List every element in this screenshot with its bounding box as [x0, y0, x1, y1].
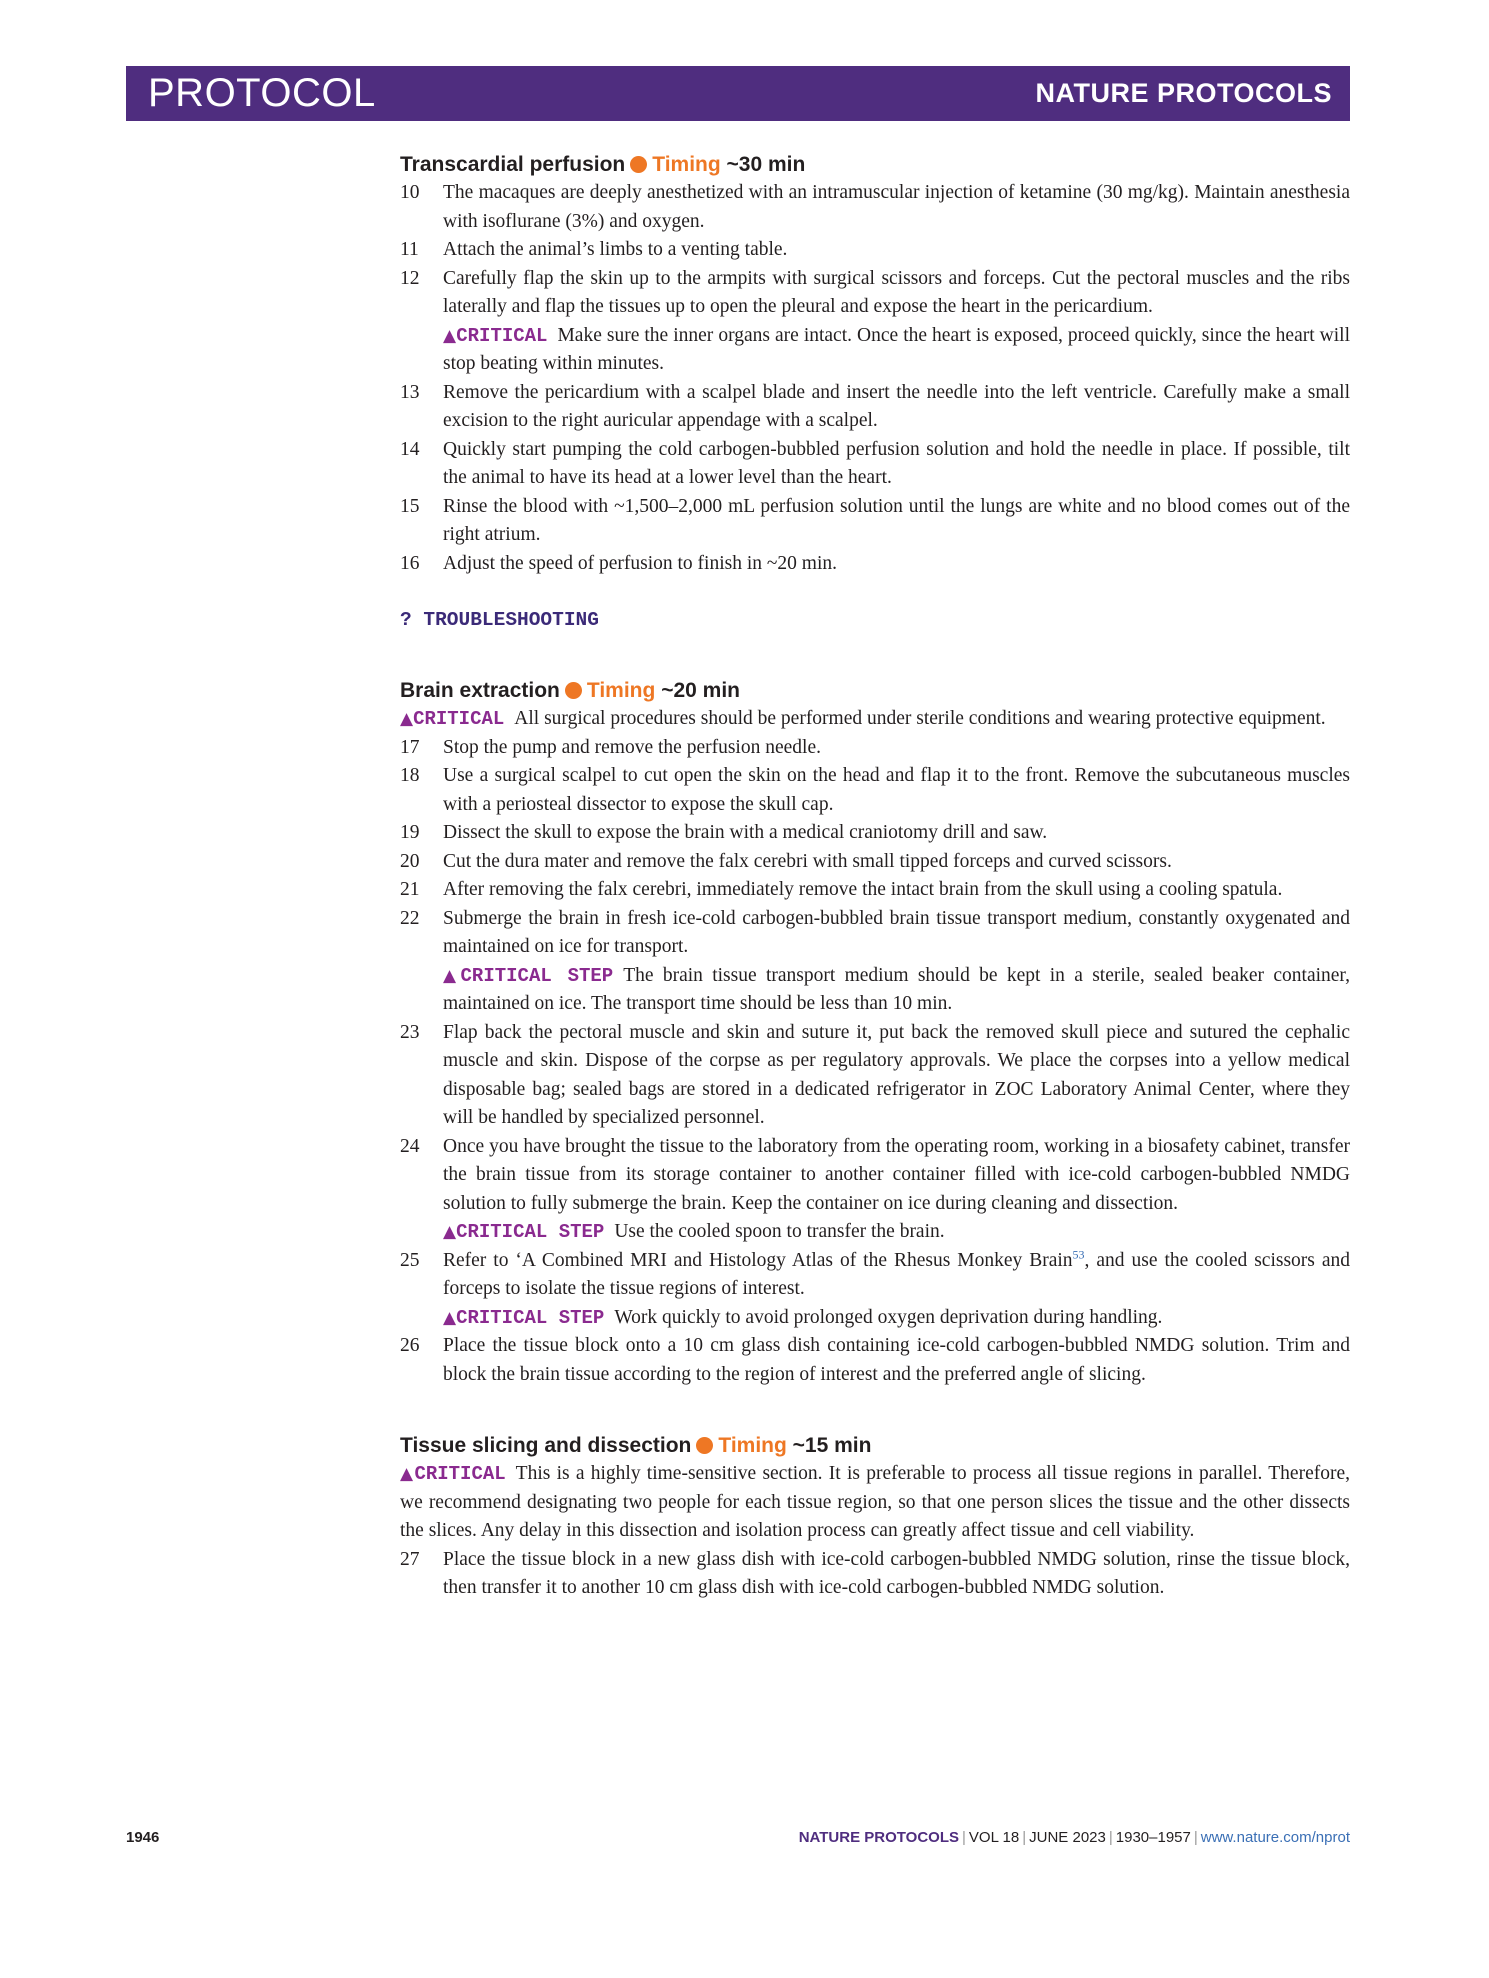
step-number: 14	[400, 438, 420, 460]
step-13	[400, 379, 1350, 436]
warning-triangle-icon: ▲	[443, 1222, 457, 1242]
step-14	[400, 436, 1350, 493]
critical-step-badge	[443, 1221, 604, 1243]
step-text: Once you have brought the tissue to the laboratory from the operating room, working in a biosafety cabinet, transfer the brain tissue from its storage container to another container filled with ice-cold carbogen-bubbled NMDG solution to fully submerge the brain. Keep the container on ice during cleaning and dissection.	[443, 1135, 1350, 1214]
step-17	[400, 734, 1350, 763]
step-27	[400, 1546, 1350, 1603]
step-text: Quickly start pumping the cold carbogen-bubbled perfusion solution and hold the needle in place. If possible, tilt the animal to have its head at a lower level than the heart.	[443, 438, 1350, 488]
step-number: 20	[400, 850, 420, 872]
step-text: The macaques are deeply anesthetized with an intramuscular injection of ketamine (30 mg/kg). Maintain anesthesia with isoflurane (3%) and oxygen.	[443, 182, 1350, 232]
step-number: 13	[400, 381, 420, 403]
step-21	[400, 876, 1350, 905]
section-heading-slicing	[400, 1431, 1350, 1460]
step-text: Remove the pericardium with a scalpel blade and insert the needle into the left ventricle. Carefully make a small excision to the right auricular appendage with a scalpel.	[443, 381, 1350, 431]
article-type-label: PROTOCOL	[148, 71, 376, 115]
timing-value: ~15 min	[792, 1434, 872, 1457]
section-title: Transcardial perfusion	[400, 153, 626, 176]
step-text: Place the tissue block in a new glass dish with ice-cold carbogen-bubbled NMDG solution, rinse the tissue block, then transfer it to another 10 cm glass dish with ice-cold carbogen-bubbled NMDG solution.	[443, 1548, 1350, 1598]
step-text-continued: , and use the cooled scissors and forceps to isolate the tissue regions of interest.	[443, 1249, 1350, 1299]
header-banner	[126, 66, 1350, 121]
step-text: Refer to ‘A Combined MRI and Histology Atlas of the Rhesus Monkey Brain	[443, 1249, 1073, 1271]
step-number: 11	[400, 239, 419, 260]
step-24	[400, 1133, 1350, 1247]
step-20	[400, 848, 1350, 877]
step-number: 22	[400, 907, 420, 929]
step-text: After removing the falx cerebri, immediately remove the intact brain from the skull using a cooling spatula.	[443, 879, 1283, 900]
step-text: Submerge the brain in fresh ice-cold carbogen-bubbled brain tissue transport medium, constantly oxygenated and maintained on ice for transport.	[443, 907, 1350, 957]
step-number: 27	[400, 1548, 420, 1570]
step-number: 16	[400, 552, 420, 574]
critical-step-badge	[443, 1307, 604, 1329]
page-range: 1930–1957	[1115, 1829, 1191, 1846]
step-text: Carefully flap the skin up to the armpits with surgical scissors and forceps. Cut the pectoral muscles and the ribs laterally and flap the tissues up to open the pleural and expose the heart in the pericardium.	[443, 267, 1350, 317]
critical-step-label: CRITICAL STEP	[456, 1221, 605, 1243]
step-number: 19	[400, 822, 420, 843]
step-23	[400, 1019, 1350, 1133]
critical-label: CRITICAL	[413, 708, 505, 730]
step-number: 26	[400, 1335, 420, 1356]
section-critical-note	[400, 705, 1350, 734]
warning-triangle-icon: ▲	[400, 1464, 415, 1484]
step-text: Attach the animal’s limbs to a venting table.	[443, 239, 788, 260]
step-text: Flap back the pectoral muscle and skin and suture it, put back the removed skull piece and sutured the cephalic muscle and skin. Dispose of the corpse as per regulatory approvals. We place the corpses into a yellow medical disposable bag; sealed bags are stored in a dedicated refrigerator in ZOC Laboratory Animal Center, where they will be handled by specialized personnel.	[443, 1021, 1350, 1128]
critical-step-note	[443, 962, 1350, 1019]
reference-link[interactable]: 53	[1072, 1247, 1085, 1261]
timing-value: ~30 min	[726, 153, 806, 176]
step-text: Stop the pump and remove the perfusion needle.	[443, 736, 821, 758]
step-10	[400, 179, 1350, 236]
timing-dot-icon	[696, 1437, 713, 1454]
step-11	[400, 236, 1350, 265]
timing-dot-icon	[630, 156, 647, 173]
step-18	[400, 762, 1350, 819]
step-number: 25	[400, 1249, 420, 1271]
step-26	[400, 1332, 1350, 1389]
critical-text: All surgical procedures should be performed under sterile conditions and wearing protective equipment.	[514, 708, 1326, 729]
issue-date: JUNE 2023	[1029, 1829, 1106, 1846]
volume: VOL 18	[968, 1829, 1020, 1846]
section-title: Brain extraction	[400, 679, 560, 702]
critical-step-note	[443, 1304, 1350, 1333]
timing-label: Timing	[652, 153, 721, 176]
step-22	[400, 905, 1350, 1019]
warning-triangle-icon: ▲	[443, 965, 461, 986]
step-12	[400, 265, 1350, 379]
step-number: 12	[400, 267, 420, 289]
page-number: 1946	[126, 1829, 160, 1846]
timing-dot-icon	[565, 682, 582, 699]
critical-label: CRITICAL	[456, 324, 548, 347]
section-critical-note	[400, 1460, 1350, 1546]
critical-step-note	[443, 1218, 1350, 1247]
step-number: 23	[400, 1021, 420, 1043]
step-text: Rinse the blood with ~1,500–2,000 mL perfusion solution until the lungs are white and no blood comes out of the right atrium.	[443, 495, 1350, 545]
step-text: Adjust the speed of perfusion to finish in ~20 min.	[443, 552, 838, 574]
critical-badge	[443, 325, 547, 347]
critical-step-label: CRITICAL STEP	[460, 964, 614, 987]
article-body	[400, 150, 1350, 1603]
critical-badge	[400, 708, 504, 730]
critical-text: This is a highly time-sensitive section. It is preferable to process all tissue regions in parallel. Therefore, we recommend designating two people for each tissue region, so that one person slices the tissue and the other dissects the slices. Any delay in this dissection and isolation process can greatly affect tissue and cell viability.	[400, 1463, 1351, 1541]
critical-text: Use the cooled spoon to transfer the brain.	[614, 1221, 945, 1242]
critical-badge	[400, 1463, 506, 1485]
step-number: 17	[400, 736, 420, 758]
step-text: Use a surgical scalpel to cut open the skin on the head and flap it to the front. Remove the subcutaneous muscles with a periosteal dissector to expose the skull cap.	[443, 765, 1350, 815]
step-15	[400, 493, 1350, 550]
critical-step-badge	[443, 965, 613, 987]
critical-text: Work quickly to avoid prolonged oxygen deprivation during handling.	[614, 1306, 1163, 1328]
step-text: Place the tissue block onto a 10 cm glass dish containing ice-cold carbogen-bubbled NMDG solution. Trim and block the brain tissue according to the region of interest and the preferred angle of slicing.	[443, 1335, 1350, 1385]
critical-text: The brain tissue transport medium should be kept in a sterile, sealed beaker container, maintained on ice. The transport time should be less than 10 min.	[443, 964, 1351, 1014]
step-19	[400, 819, 1350, 848]
step-number: 24	[400, 1135, 420, 1157]
step-text: Cut the dura mater and remove the falx cerebri with small tipped forceps and curved scissors.	[443, 850, 1172, 872]
warning-triangle-icon: ▲	[443, 1307, 457, 1328]
step-number: 21	[400, 879, 420, 900]
section-heading-perfusion	[400, 150, 1350, 179]
critical-note	[443, 322, 1350, 379]
step-text: Dissect the skull to expose the brain with a medical craniotomy drill and saw.	[443, 822, 1048, 843]
step-25	[400, 1247, 1350, 1333]
warning-triangle-icon: ▲	[443, 325, 457, 346]
step-number: 15	[400, 495, 420, 517]
journal-name: NATURE PROTOCOLS	[798, 1829, 960, 1846]
citation-line: NATURE PROTOCOLS | VOL 18 | JUNE 2023 | 1930–1957 | www.nature.com/nprot	[798, 1829, 1350, 1846]
step-16	[400, 550, 1350, 579]
timing-label: Timing	[718, 1434, 787, 1457]
step-number: 18	[400, 765, 420, 786]
troubleshooting-link[interactable]: ? TROUBLESHOOTING	[400, 609, 599, 631]
journal-name-header: NATURE PROTOCOLS	[1035, 78, 1332, 108]
section-heading-extraction	[400, 676, 1350, 705]
timing-value: ~20 min	[661, 679, 740, 702]
journal-url-link[interactable]: www.nature.com/nprot	[1200, 1829, 1350, 1846]
step-number: 10	[400, 182, 420, 203]
critical-text: Make sure the inner organs are intact. Once the heart is exposed, proceed quickly, since the heart will stop beating within minutes.	[443, 324, 1351, 374]
timing-label: Timing	[586, 679, 656, 702]
warning-triangle-icon: ▲	[400, 709, 414, 729]
critical-step-label: CRITICAL STEP	[456, 1306, 605, 1329]
critical-label: CRITICAL	[414, 1463, 506, 1485]
section-title: Tissue slicing and dissection	[400, 1434, 692, 1457]
